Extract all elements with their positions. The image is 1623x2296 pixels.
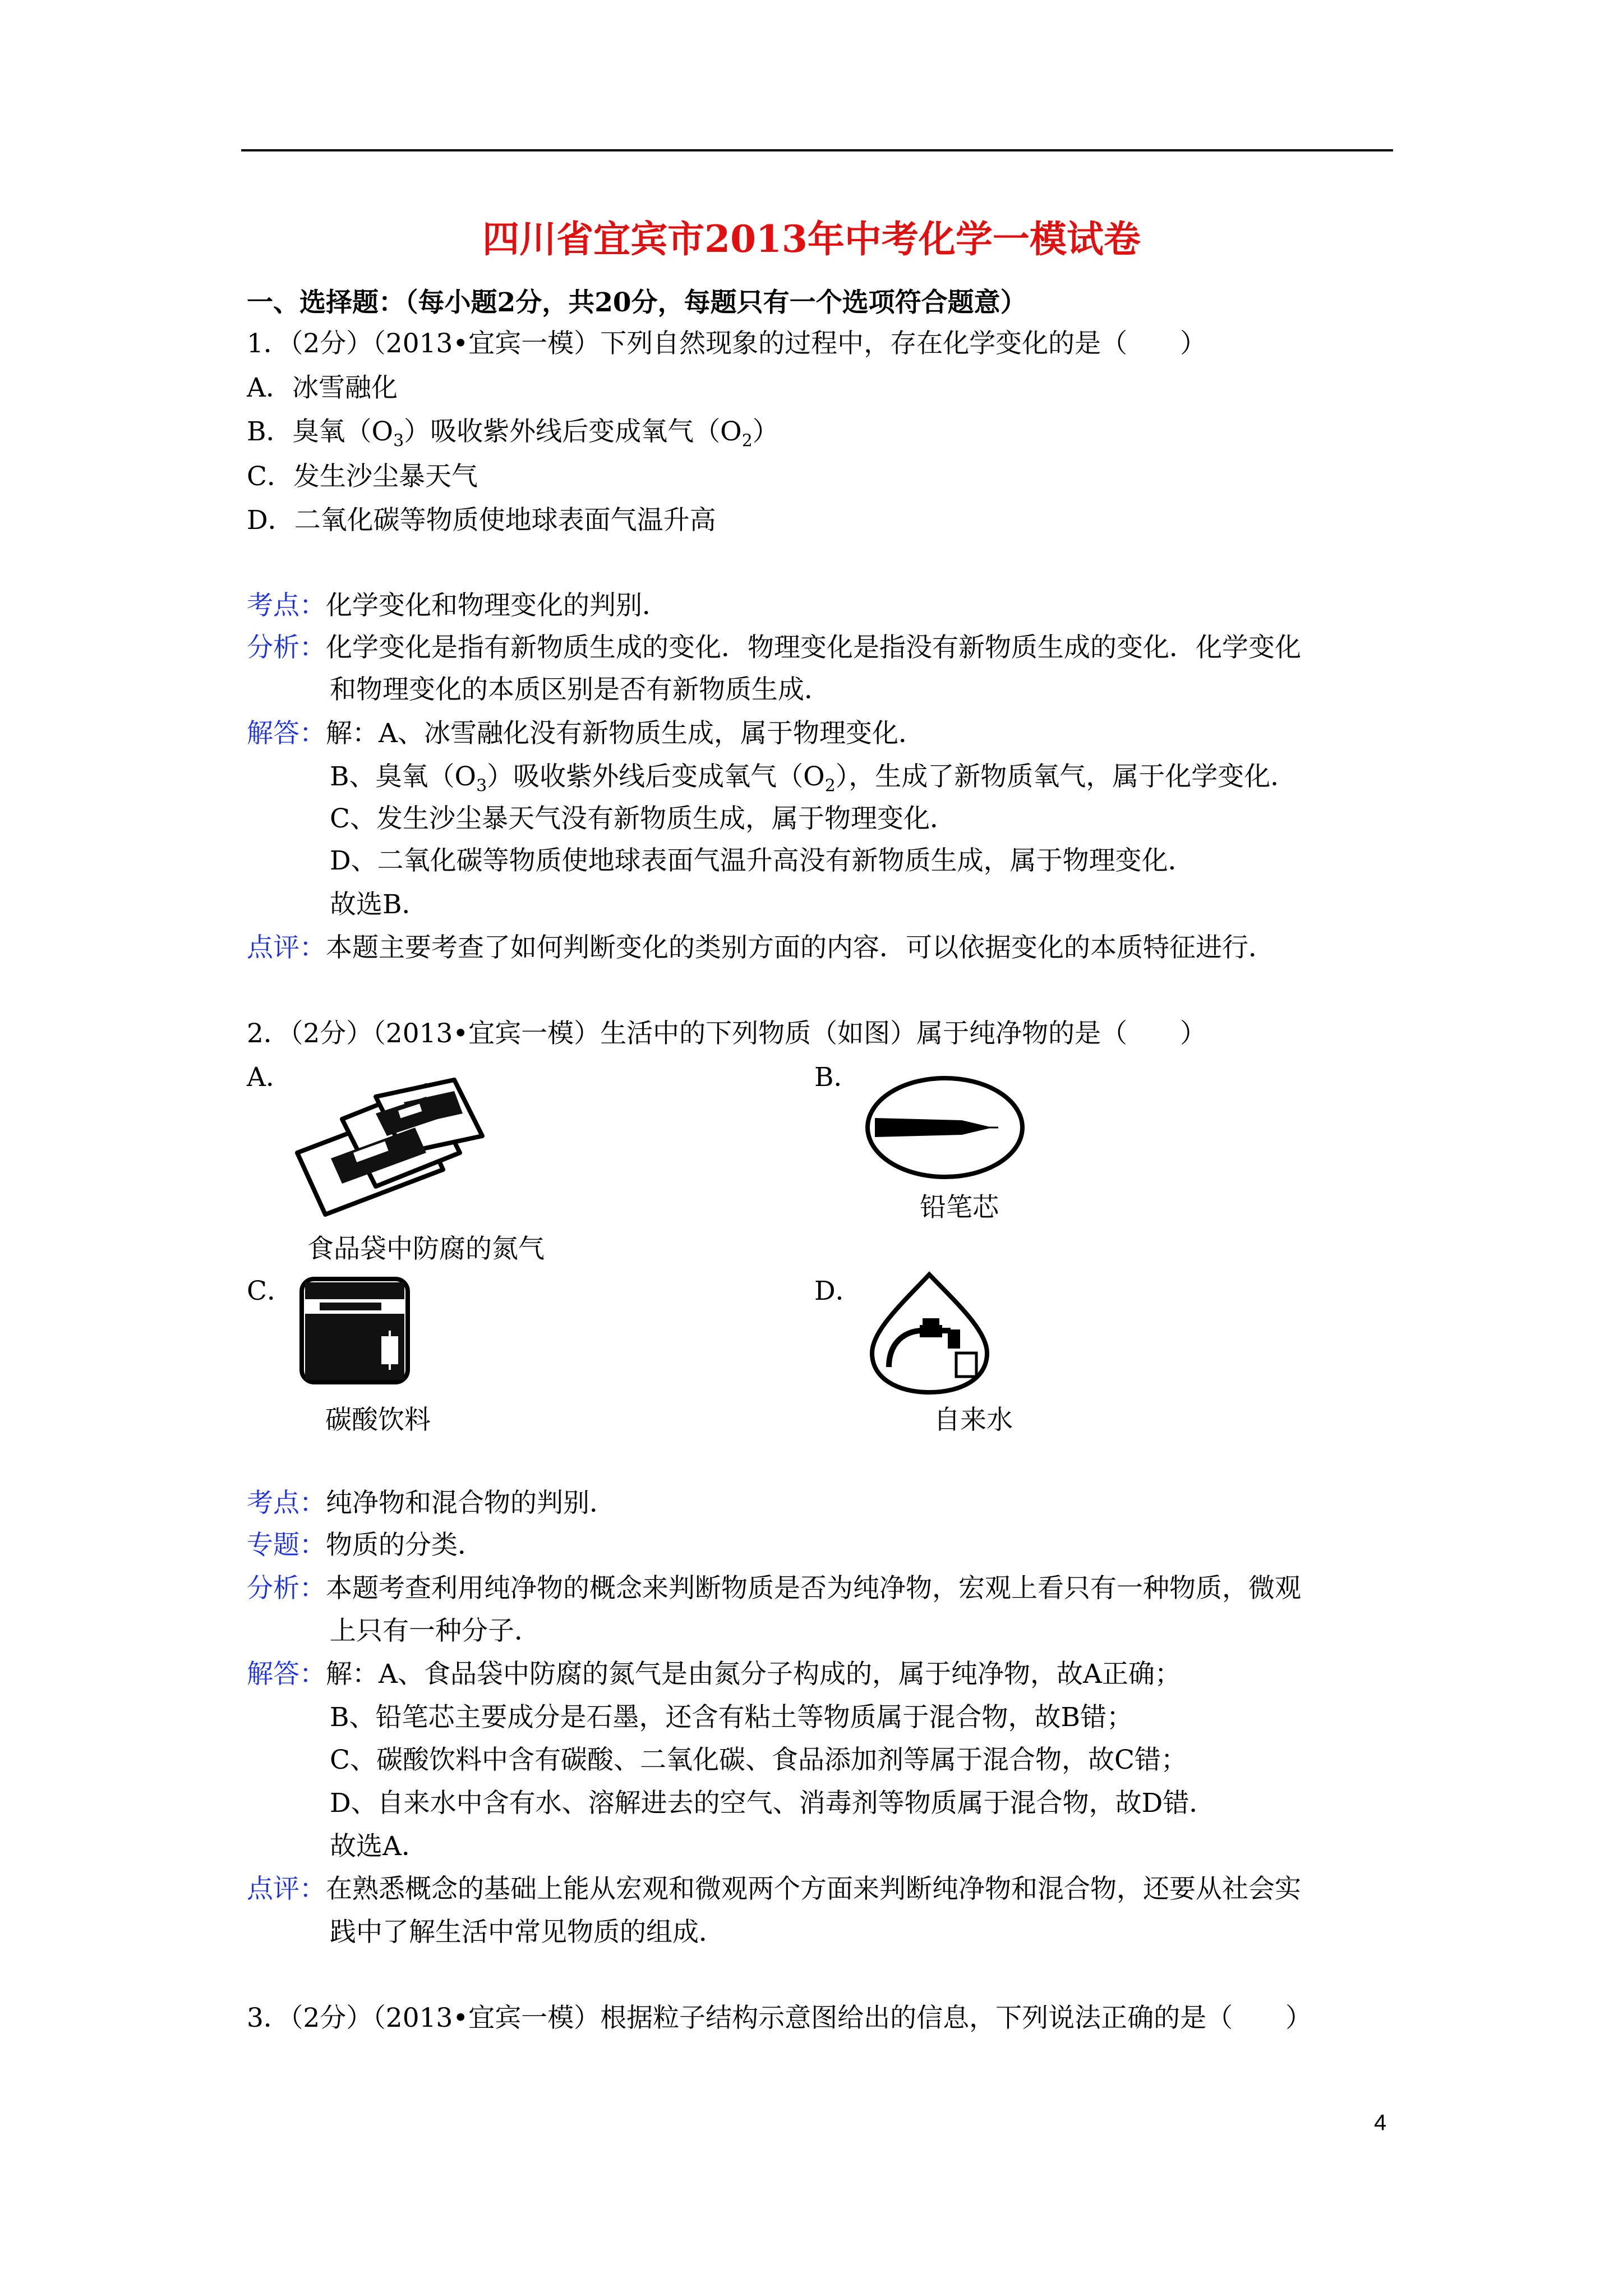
q2-fenxi: 分析：本题考查利用纯净物的概念来判断物质是否为纯净物，宏观上看只有一种物质，微观 [247,1573,1301,1604]
q2-jieda: 解答：解：A、食品袋中防腐的氮气是由氮分子构成的，属于纯净物，故A正确； [247,1659,1181,1690]
jieda-label: 解答： [247,1659,326,1690]
q1-option-c: C．发生沙尘暴天气 [247,461,478,492]
page-number: 4 [1374,2110,1387,2135]
q1-dianping: 点评：本题主要考查了如何判断变化的类别方面的内容．可以依据变化的本质特征进行． [247,932,1275,963]
q2-caption-d: 自来水 [934,1405,1013,1435]
q2-caption-c: 碳酸饮料 [325,1405,431,1435]
q1-option-d: D．二氧化碳等物质使地球表面气温升高 [247,505,716,536]
q1-jieda: 解答：解：A、冰雪融化没有新物质生成，属于物理变化． [247,718,925,749]
kaodian-label: 考点： [247,590,326,621]
q2-jieda-d: D、自来水中含有水、溶解进去的空气、消毒剂等物质属于混合物，故D错． [330,1788,1216,1819]
dianping-label: 点评： [247,1874,326,1904]
food-bag-image [292,1074,494,1220]
q2-jieda-answer: 故选A． [330,1831,428,1862]
q1-jieda-answer: 故选B． [330,889,428,920]
q1-option-b: B．臭氧$(O_3)$吸收紫外线后变成氧气$(O_2)$ [247,416,779,451]
q2-fenxi-cont: 上只有一种分子． [330,1616,541,1646]
soda-can-image [297,1274,412,1387]
header-rule [241,149,1393,151]
q1-jieda-c: C、发生沙尘暴天气没有新物质生成，属于物理变化． [330,803,956,834]
section-heading: 一、选择题：（每小题2分，共20分，每题只有一个选项符合题意） [247,287,1027,318]
dianping-label: 点评： [247,932,326,963]
q2-option-a-label: A． [247,1062,292,1093]
q2-jieda-b: B、铅笔芯主要成分是石墨，还含有粘土等物质属于混合物，故B错； [330,1702,1133,1733]
kaodian-label: 考点： [247,1488,326,1519]
q2-caption-b: 铅笔芯 [920,1192,999,1223]
fenxi-label: 分析： [247,632,326,663]
q1-kaodian: 考点：化学变化和物理变化的判别． [247,590,668,621]
q2-kaodian: 考点：纯净物和混合物的判别． [247,1488,616,1519]
page-title: 四川省宜宾市2013年中考化学一模试卷 [482,217,1141,261]
zhuanti-label: 专题： [247,1530,326,1561]
q2-caption-a: 食品袋中防腐的氮气 [307,1234,545,1264]
q1-jieda-d: D、二氧化碳等物质使地球表面气温升高没有新物质生成，属于物理变化． [330,845,1195,876]
fenxi-label: 分析： [247,1573,326,1604]
q2-stem: 2．（2分）（2013•宜宾一模）生活中的下列物质（如图）属于纯净物的是（ ） [247,1018,1207,1049]
q3-stem: 3．（2分）（2013•宜宾一模）根据粒子结构示意图给出的信息，下列说法正确的是（ ） [247,2003,1312,2033]
jieda-label: 解答： [247,718,326,749]
q2-dianping-cont: 践中了解生活中常见物质的组成． [330,1917,725,1948]
q2-dianping: 点评：在熟悉概念的基础上能从宏观和微观两个方面来判断纯净物和混合物，还要从社会实 [247,1874,1301,1904]
q1-stem: 1．（2分）（2013•宜宾一模）下列自然现象的过程中，存在化学变化的是（ ） [247,328,1207,359]
q1-jieda-b: B、臭氧$(O_3)$吸收紫外线后变成氧气$(O_2)$，生成了新物质氧气，属于化学变化． [330,761,1297,796]
q2-option-c-label: C． [247,1276,293,1306]
q1-option-a: A．冰雪融化 [247,372,398,403]
q1-fenxi: 分析：化学变化是指有新物质生成的变化．物理变化是指没有新物质生成的变化．化学变化 [247,632,1301,663]
q2-option-d-label: D． [814,1276,862,1306]
q2-option-b-label: B． [814,1062,860,1093]
q1-fenxi-cont: 和物理变化的本质区别是否有新物质生成． [330,674,831,705]
tap-water-image [866,1269,993,1395]
pencil-lead-image [864,1074,1026,1181]
q2-zhuanti: 专题：物质的分类． [247,1530,484,1561]
q2-jieda-c: C、碳酸饮料中含有碳酸、二氧化碳、食品添加剂等属于混合物，故C错； [330,1745,1187,1775]
